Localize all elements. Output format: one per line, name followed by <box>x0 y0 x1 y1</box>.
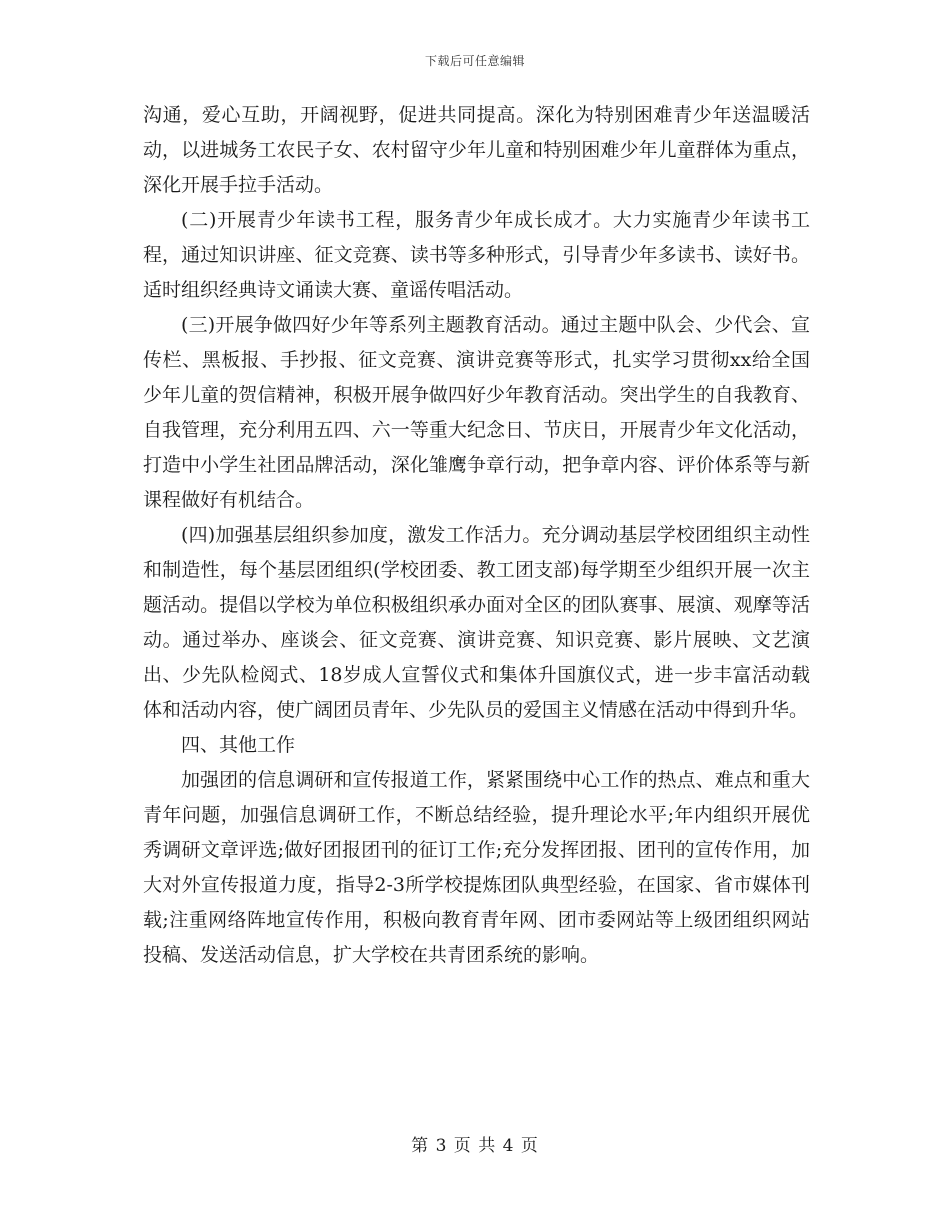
paragraph-research-publicity: 加强团的信息调研和宣传报道工作，紧紧围绕中心工作的热点、难点和重大青年问题，加强信息调研工作，不断总结经验，提升理论水平;年内组织开展优秀调研文章评选;做好团报团刊的征订工作;充分发挥团报、团刊的宣传作用，加大对外宣传报道力度，指导2-3所学校提炼团队典型经验，在国家、省市媒体刊载;注重网络阵地宣传作用，积极向教育青年网、团市委网站等上级团组织网站投稿、发送活动信息，扩大学校在共青团系统的影响。 <box>143 769 810 966</box>
document-body <box>143 98 810 973</box>
paragraph-grassroots-organization: (四)加强基层组织参加度，激发工作活力。充分调动基层学校团组织主动性和制造性，每个基层团组织(学校团委、教工团支部)每学期至少组织开展一次主题活动。提倡以学校为单位积极组织承办面对全区的团队赛事、展演、观摩等活动。通过举办、座谈会、征文竞赛、演讲竞赛、知识竞赛、影片展映、文艺演出、少先队检阅式、18岁成人宣誓仪式和集体升国旗仪式，进一步丰富活动载体和活动内容，使广阔团员青年、少先队员的爱国主义情感在活动中得到升华。 <box>143 524 810 721</box>
page-footer: 第 3 页 共 4 页 <box>411 1136 539 1156</box>
paragraph-continuation: 沟通，爱心互助，开阔视野，促进共同提高。深化为特别困难青少年送温暖活动，以进城务工农民子女、农村留守少年儿童和特别困难少年儿童群体为重点，深化开展手拉手活动。 <box>143 104 810 196</box>
paragraph-reading-project: (二)开展青少年读书工程，服务青少年成长成才。大力实施青少年读书工程，通过知识讲座、征文竞赛、读书等多种形式，引导青少年多读书、读好书。适时组织经典诗文诵读大赛、童谣传唱活动。 <box>143 209 810 301</box>
section-heading-other-work: 四、其他工作 <box>181 734 296 756</box>
paragraph-four-good-youth: (三)开展争做四好少年等系列主题教育活动。通过主题中队会、少代会、宣传栏、黑板报、手抄报、征文竞赛、演讲竞赛等形式，扎实学习贯彻xx给全国少年儿童的贺信精神，积极开展争做四好少年教育活动。突出学生的自我教育、自我管理，充分利用五四、六一等重大纪念日、节庆日，开展青少年文化活动，打造中小学生社团品牌活动，深化雏鹰争章行动，把争章内容、评价体系等与新课程做好有机结合。 <box>143 314 810 511</box>
page-header: 下载后可任意编辑 <box>424 54 525 68</box>
